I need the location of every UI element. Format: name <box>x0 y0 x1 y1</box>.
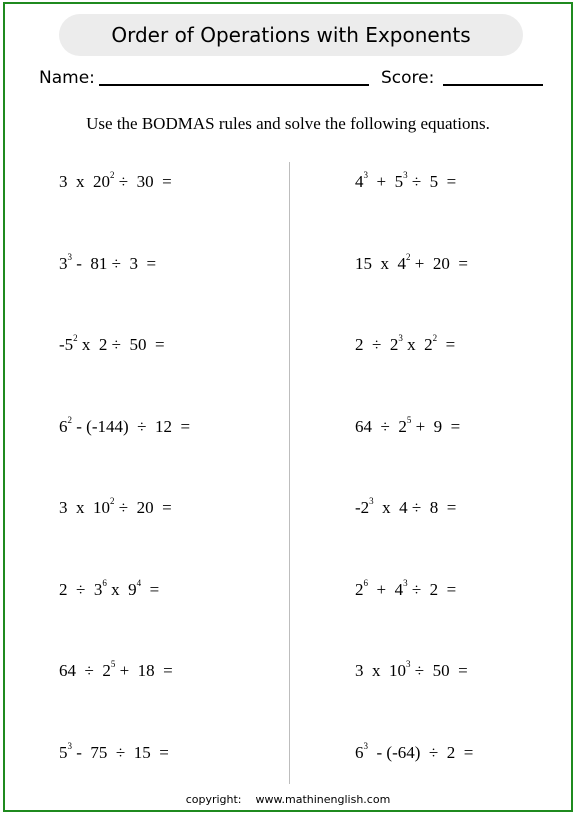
equation-left-8 <box>59 740 169 765</box>
equation-term: 15 x 4 <box>355 253 406 273</box>
exponent: 2 <box>432 333 438 343</box>
exponent: 3 <box>369 496 374 506</box>
equation-term: x 2 <box>402 335 433 354</box>
equation-right-1 <box>355 172 456 194</box>
equation-term: ÷ 20 = <box>114 498 172 517</box>
equation-term: 2 ÷ 3 <box>59 579 103 599</box>
footer <box>5 793 571 806</box>
equation-left-3 <box>59 335 165 357</box>
exponent: 5 <box>110 659 116 669</box>
website-link[interactable]: www.mathinenglish.com <box>255 793 391 806</box>
equation-term: 6 <box>355 742 364 762</box>
equation-term: 3 x 20 <box>59 172 110 191</box>
equation-term: + 9 = <box>411 416 461 436</box>
exponent: 2 <box>406 251 411 262</box>
exponent: 3 <box>406 659 411 669</box>
column-divider <box>289 162 290 784</box>
name-label: Name: <box>39 68 95 88</box>
equation-right-5 <box>355 498 456 520</box>
equation-term: ÷ 5 = <box>407 172 457 191</box>
exponent: 3 <box>67 740 72 751</box>
name-line[interactable] <box>99 84 369 86</box>
worksheet-title: Order of Operations with Exponents <box>59 14 523 56</box>
equation-term: x 2 ÷ 50 = <box>77 335 165 354</box>
exponent: 5 <box>406 414 412 425</box>
equation-term: 64 ÷ 2 <box>59 661 111 680</box>
equation-term: x 9 <box>106 579 137 599</box>
equation-term: + 5 <box>368 172 404 191</box>
exponent: 2 <box>110 170 115 180</box>
exponent: 3 <box>403 170 408 180</box>
equation-term: - 75 ÷ 15 = <box>72 742 169 762</box>
equation-term: 2 <box>355 579 364 599</box>
exponent: 3 <box>363 740 368 751</box>
equation-term: -2 <box>355 498 370 517</box>
equation-term: ÷ 50 = <box>410 661 468 680</box>
equation-term: + 20 = <box>410 253 468 273</box>
equation-term: - (-144) ÷ 12 = <box>72 416 191 436</box>
equation-term: - 81 ÷ 3 = <box>72 253 157 273</box>
exponent: 3 <box>403 577 408 588</box>
header-row <box>39 64 549 94</box>
exponent: 6 <box>363 577 368 588</box>
equation-right-8 <box>355 740 474 765</box>
equation-term: = <box>437 335 456 354</box>
equation-right-2 <box>355 251 468 276</box>
equation-right-6 <box>355 577 457 602</box>
equation-left-2 <box>59 251 157 276</box>
equation-term: = <box>141 579 160 599</box>
copyright-label: copyright: <box>185 793 242 806</box>
equation-term: 5 <box>59 742 68 762</box>
equation-left-6 <box>59 577 160 602</box>
equation-term: 2 ÷ 2 <box>355 335 399 354</box>
exponent: 2 <box>110 496 115 506</box>
equation-left-4 <box>59 414 191 439</box>
equation-term: ÷ 30 = <box>114 172 172 191</box>
equation-term: 4 <box>355 172 364 191</box>
equation-left-7 <box>59 661 173 683</box>
exponent: 3 <box>67 251 72 262</box>
equation-term: + 18 = <box>115 661 173 680</box>
equation-right-7 <box>355 661 468 683</box>
worksheet-page <box>3 2 573 812</box>
equation-term: 64 ÷ 2 <box>355 416 407 436</box>
equation-term: + 4 <box>368 579 404 599</box>
equation-term: 3 x 10 <box>355 661 406 680</box>
exponent: 6 <box>102 577 107 588</box>
exponent: 2 <box>73 333 78 343</box>
equation-term: 3 x 10 <box>59 498 110 517</box>
exponent: 2 <box>67 414 72 425</box>
equation-left-5 <box>59 498 172 520</box>
equation-right-4 <box>355 414 461 439</box>
exponent: 3 <box>363 170 368 180</box>
score-line[interactable] <box>443 84 543 86</box>
equation-term: 3 <box>59 253 68 273</box>
equation-term: 6 <box>59 416 68 436</box>
exponent: 3 <box>398 333 403 343</box>
equation-term: x 4 ÷ 8 = <box>373 498 457 517</box>
score-label: Score: <box>381 68 435 88</box>
equation-term: ÷ 2 = <box>407 579 457 599</box>
equation-term: -5 <box>59 335 74 354</box>
exponent: 4 <box>136 577 142 588</box>
equation-right-3 <box>355 335 455 357</box>
equation-term: - (-64) ÷ 2 = <box>368 742 474 762</box>
equation-left-1 <box>59 172 172 194</box>
instruction-text: Use the BODMAS rules and solve the following equations. <box>86 114 490 133</box>
